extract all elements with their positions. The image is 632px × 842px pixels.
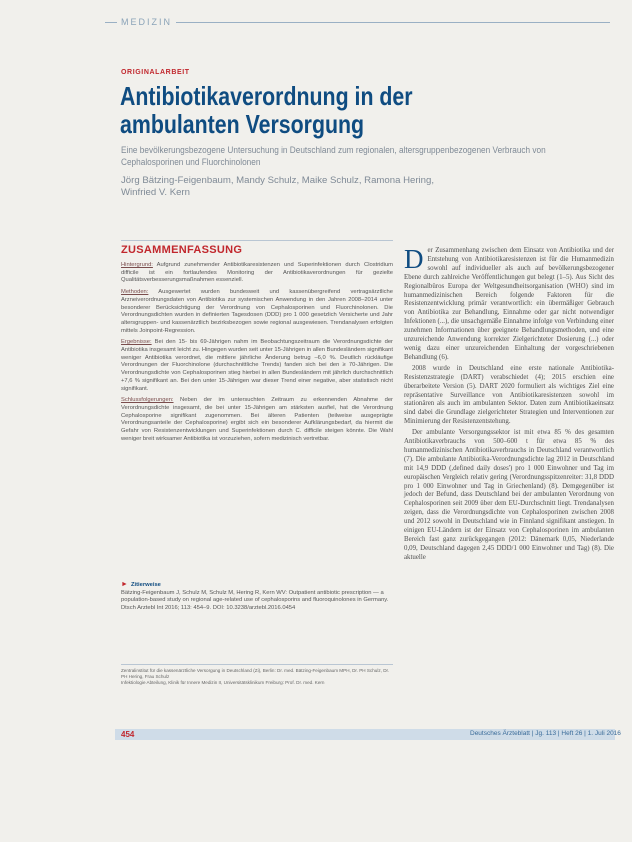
article-title: Antibiotikaverordnung in der ambulanten Versorgung <box>120 81 413 139</box>
citation-text: Bätzing-Feigenbaum J, Schulz M, Schulz M, Hering R, Kern WV: Outpatient antibiotic prescription — a population-based study on regional age-related use of cephalosporins and fluoroquinolones in Germany. Dtsch Arztebl Int 2016; 113: 454–9. DOI: 10.3238/arztebl.2016.0454 <box>121 589 389 612</box>
summary-text: Aufgrund zunehmender Antibiotikaresistenzen und Superinfektionen durch Clostridium difficile ist ein fortlaufendes Monitoring der Antibiotikaverordnungen für gezielte Qualitätsverbesserungsmaßnahmen essenziell. <box>121 262 393 284</box>
summary-paragraph <box>121 397 393 443</box>
article-subtitle: Eine bevölkerungsbezogene Untersuchung in Deutschland zum regionalen, altersgruppenbezogenen Verbrauch von Cephalosporinen und Fluorchinolonen <box>121 145 546 168</box>
page-number: 454 <box>121 730 135 739</box>
article-type: ORIGINALARBEIT <box>121 69 190 76</box>
section-label: MEDIZIN <box>117 17 176 27</box>
footnote-rule <box>121 664 393 665</box>
summary-paragraph <box>121 339 393 393</box>
summary-text: Ausgewertet wurden bundesweit und kassenübergreifend vertragsärztliche Arzneiverordnungsdaten von Antibiotika zur systemischen Anwendung in den Jahren 2008–2014 unter besonderer Berücksichtigung der Verordnung von Cephalosporinen und Fluorchinolonen. Die Verordnungsdichten wurden in definierten Tagesdosen (DDD) pro 1 000 gesetzlich Versicherte und Jahr altersgruppen- und kassenärztlich bezirksbezogen sowie regional ausgewiesen. Trendanalysen erfolgten mittels Joinpoint-Regression. <box>121 289 393 334</box>
summary-text: Bei den 15- bis 69-Jährigen nahm im Beobachtungszeitraum die Verordnungsdichte der Antibiotika insgesamt leicht zu. Hingegen wurden seit unter 15-Jährigen in allen Bundesländern signifikant weniger Antibiotika verordnet, die mittlere jährliche Änderung betrug –6,0 %. Deutlich rückläufige Verordnungen der Fluorchinolone (durchschnittliche Trends) fanden sich bei den ≥ 70-Jährigen. Die Verordnungsdichte von Cephalosporinen stieg hierbei in allen Bundesländern mit jährlich durchschnittlich +7,6 % signifikant an. Bei den unter 15-Jährigen war dieser Trend einer negative, aber statistisch nicht signifikant. <box>121 339 393 392</box>
footnote-affiliation: Infektiologie Abteilung, Klinik für Innere Medizin II, Universitätsklinikum Freiburg: Prof. Dr. med. Kern <box>121 680 325 686</box>
body-paragraph: Der ambulante Versorgungssektor ist mit etwa 85 % des gesamten Antibiotikaverbrauchs von 500–600 t für etwa 85 % des humanmedizinischen Antibiotikaverbrauchs in Deutschland verantwortlich (7). Die ambulante Antibiotika-Verordnungsdichte lag 2012 in Deutschland mit 14,9 DDD (,defined daily doses') pro 1 000 Einwohner und Tag im europäischen Vergleich relativ gering (Verordnungsspitzenreiter: 31,8 DDD pro 1 000 Einwohner und Tag in Griechenland) (8). Demgegenüber ist jedoch der Befund, dass Deutschland bei der ambulanten Verordnung von Cephalosporinen seit 2009 über dem EU-Durchschnitt liegt. Trendanalysen zeigen, dass die Verordnungsdichte von Cephalosporinen zwischen 2008 und 2012 sowohl in Deutschland wie in Finnland signifikant anstiegen. In einigen EU-Ländern ist der Einsatz von Cephalosporinen im ambulanten Bereich fast ganz zurückgegangen (2012: Dänemark 0,05, Niederlande 0,09, Deutschland dagegen 2,45 DDD/1 000 Einwohner und Tag) (8). Die aktuelle <box>404 429 614 561</box>
footnotes <box>121 668 393 687</box>
body-paragraph-text: er Zusammenhang zwischen dem Einsatz von Antibiotika und der Entstehung von Antibiotikaresistenzen ist für die Humanmedizin sowohl auf individueller als auch auf bevölkerungsbezogener Ebene durch zahlreiche Veröffentlichungen gut belegt (1–5). Aus Sicht des Regionalbüros Europa der Weltgesundheitsorganisation (WHO) sind im humanmedizinischen Bereich folgende Faktoren für die Resistenzentwicklung primär verantwortlich: ein übermäßiger Gebrauch von Antibiotika zur Behandlung, Einnahme oder gar nicht notwendiger Infektionen (...), die unsachgemäße Einnahme infolge von Verbindung einer zunehmen Informationen über geeignete Behandlungsmethoden, und eine unzureichende Anwendung korrekter Zielgerichteter Dosierung (...) oder wenig dazu einer unzureichenden Einhaltung der vorgeschriebenen Behandlung (6). <box>404 247 614 361</box>
summary-label: Ergebnisse: <box>121 339 152 346</box>
footnote-affiliation: Zentralinstitut für die kassenärztliche Versorgung in Deutschland (Zi), Berlin: Dr. med. Bätzing-Feigenbaum MPH, Dr. PH Schulz, Dr. PH Hering, Frau Schulz <box>121 668 390 680</box>
citation-box <box>121 581 393 613</box>
section-rule <box>105 22 610 23</box>
summary-paragraph <box>121 262 393 285</box>
body-paragraph: 2008 wurde in Deutschland eine erste nationale Antibiotika-Resistenzstrategie (DART) verabschiedet (4); 2015 erschien eine überarbeitete Version (5). DART 2020 formuliert als wichtiges Ziel eine repräsentative Surveillance von Antibiotikaresistenzen sowohl im stationären als auch im ambulanten Sektor. Daten zum Antibiotikaeinsatz sind dabei die Grundlage zielgerichteter Strategien und Interventionen zur Minimierung der Resistenzentstehung. <box>404 364 614 426</box>
citation-heading: Zitierweise <box>130 582 161 588</box>
drop-cap: D <box>404 244 424 274</box>
summary-paragraph <box>121 289 393 335</box>
summary-top-rule <box>121 240 393 241</box>
body-paragraph <box>404 244 614 363</box>
summary-text: Neben der im untersuchten Zeitraum zu erkennenden Abnahme der Verordnungsdichte insgesamt, die bei unter 15-Jährigen am stärksten ausfiel, hat die Verordnung Cephalosporine signifikant zugenommen. Bei älteren Patienten (teilweise ausgeprägte Verordnungsanteile der Cephalosporine) ergibt sich ein besonderer Aufklärungsbedarf, da hiermit die Gefahr von Resistenzentwicklungen und Superinfektionen durch C. difficile steigen könnte. Die Wahl weniger breit wirksamer Antibiotika ist vorzuziehen, sofern medizinisch vertretbar. <box>121 397 393 442</box>
summary-label: Hintergrund: <box>121 262 153 268</box>
journal-citation: Deutsches Ärzteblatt | Jg. 113 | Heft 26 | 1. Juli 2016 <box>470 730 621 737</box>
arrow-icon: ► <box>121 581 128 588</box>
article-authors: Jörg Bätzing-Feigenbaum, Mandy Schulz, Maike Schulz, Ramona Hering, Winfried V. Kern <box>121 175 435 198</box>
summary-heading: ZUSAMMENFASSUNG <box>121 244 243 256</box>
summary-abstract <box>121 262 393 447</box>
summary-label: Methoden: <box>121 289 149 296</box>
body-column <box>404 244 614 565</box>
summary-label: Schlussfolgerungen: <box>121 397 174 404</box>
